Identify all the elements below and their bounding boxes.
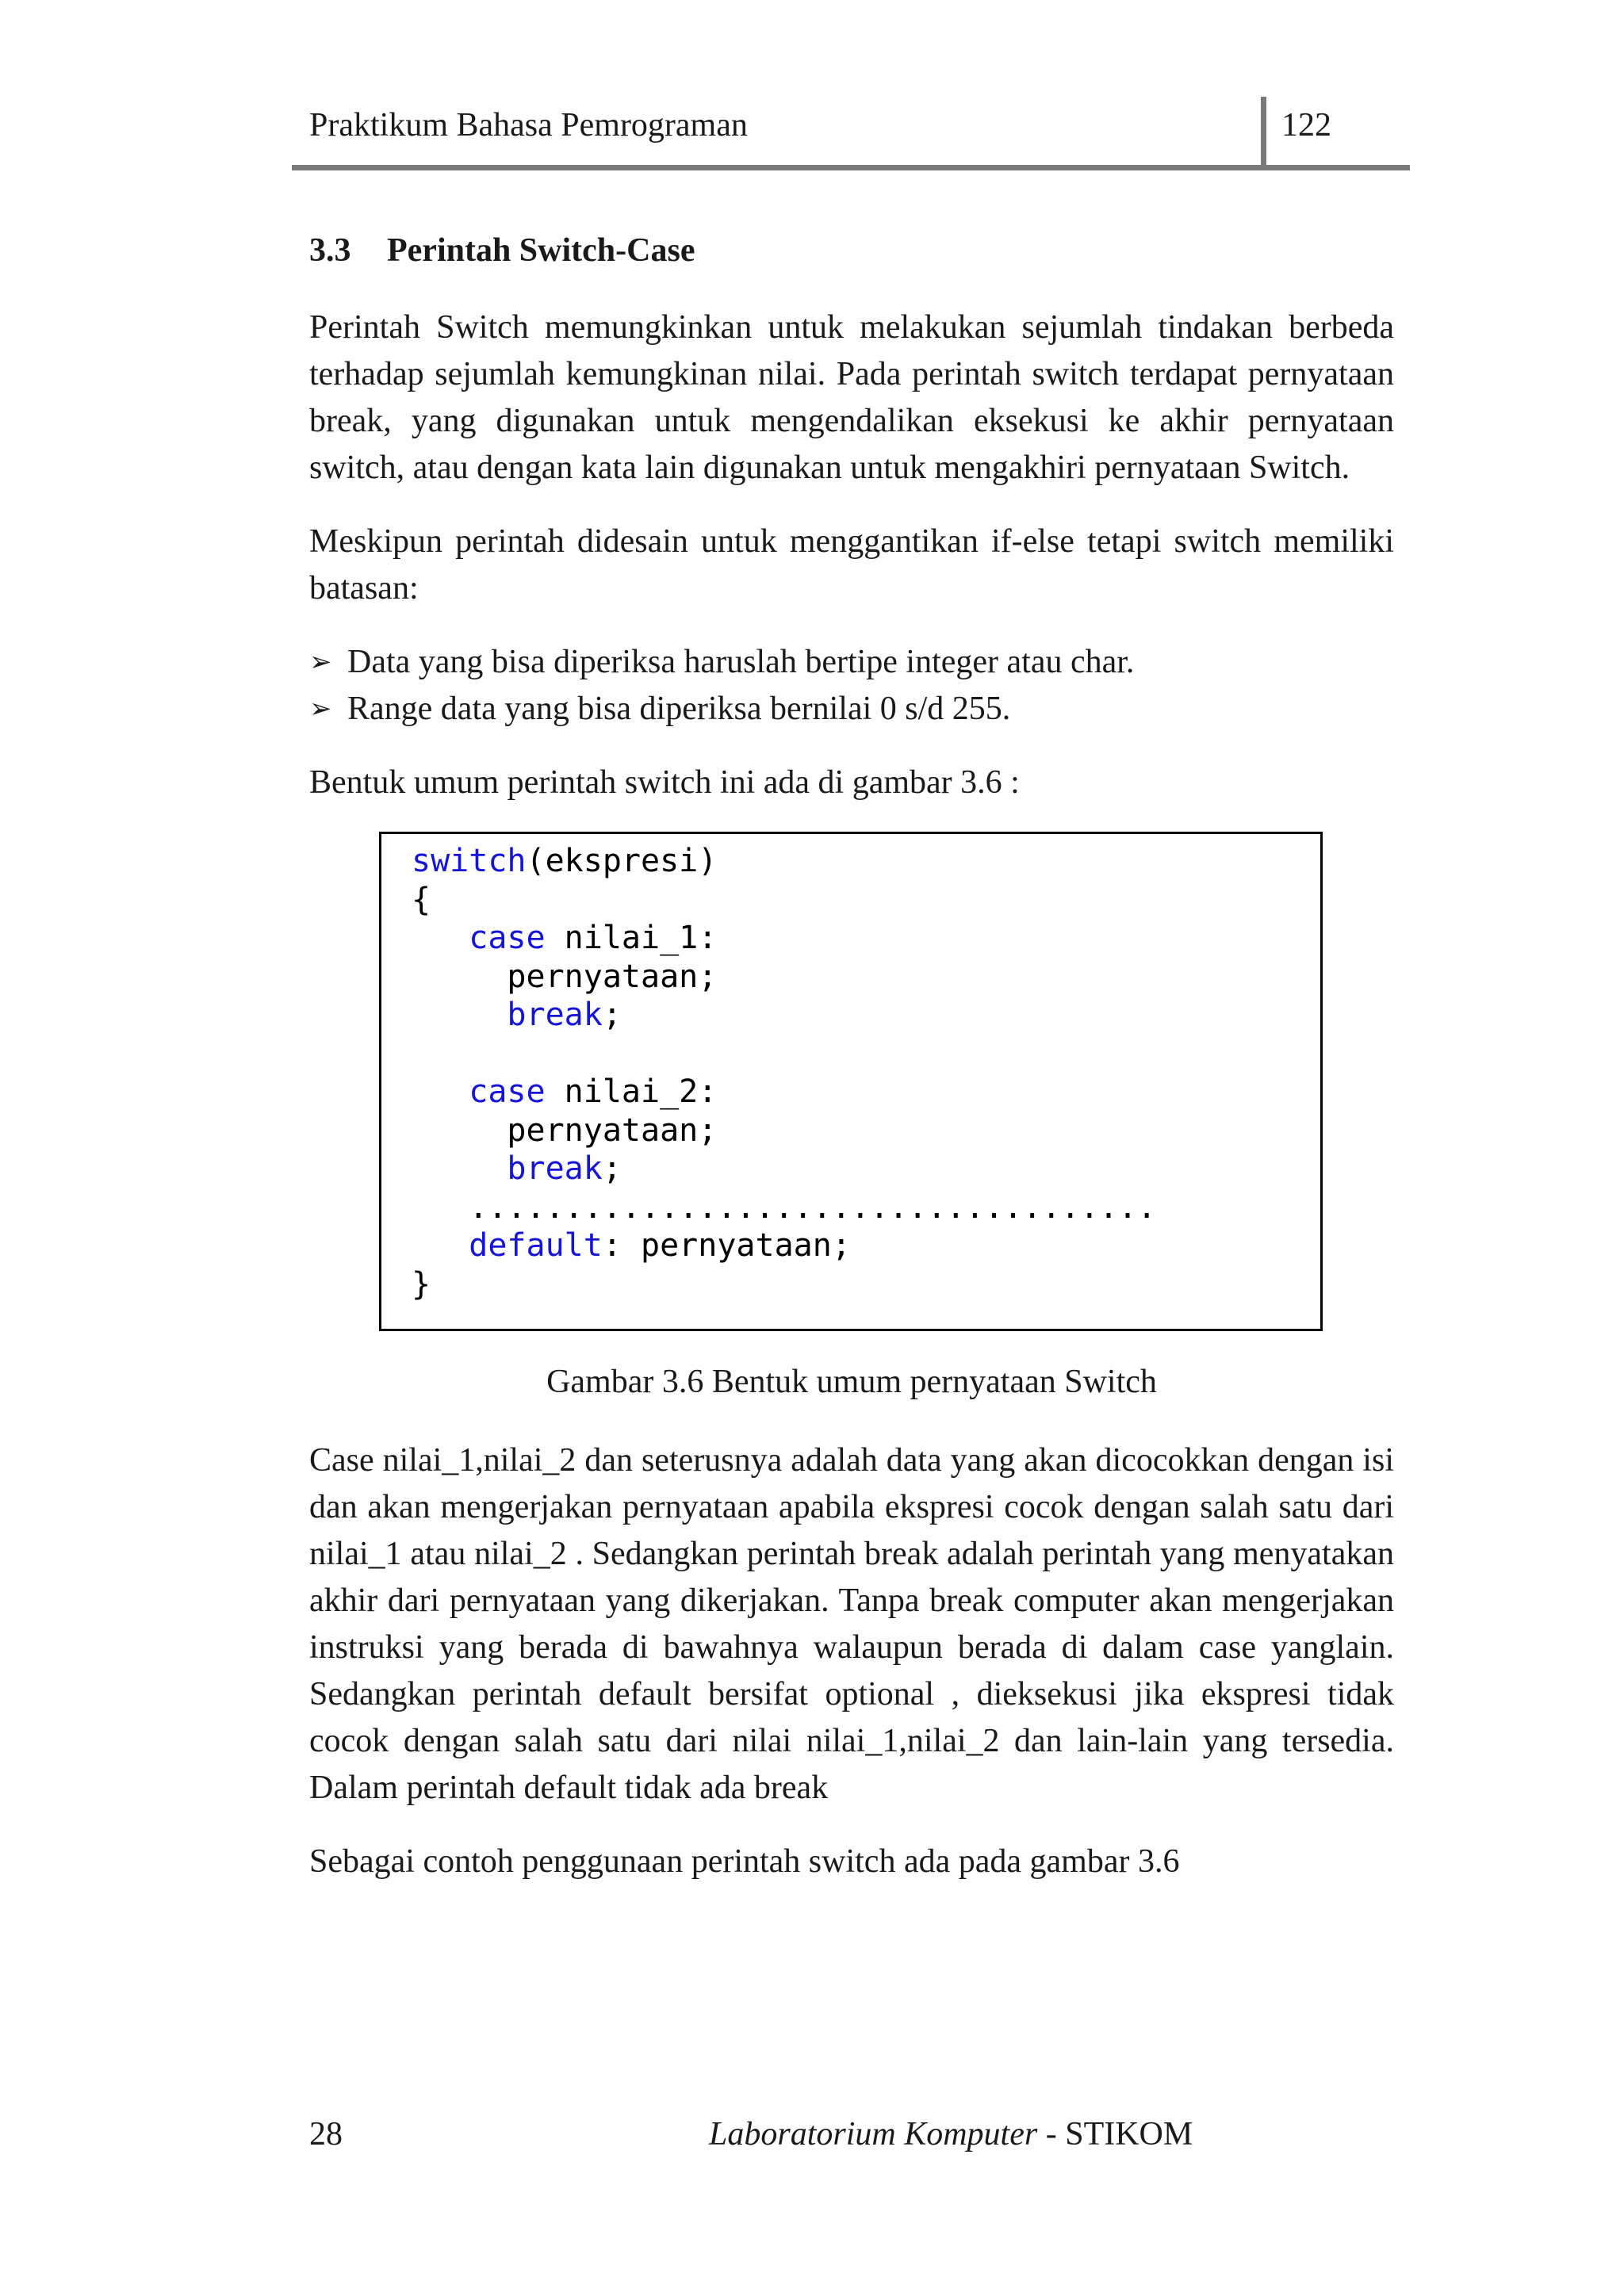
footer-lab-name: Laboratorium Komputer bbox=[709, 2116, 1038, 2152]
code-text: nilai_1: bbox=[545, 920, 718, 956]
footer-lab bbox=[709, 2115, 1193, 2153]
limitations-list bbox=[309, 639, 1394, 733]
code-text: nilai_2: bbox=[545, 1073, 718, 1110]
figure-caption: Gambar 3.6 Bentuk umum pernyataan Switch bbox=[546, 1364, 1157, 1400]
header-rule bbox=[292, 165, 1410, 170]
code-text: { bbox=[412, 881, 431, 918]
code-text: } bbox=[412, 1265, 431, 1303]
code-keyword: switch bbox=[412, 843, 527, 879]
paragraph-limitations: Meskipun perintah didesain untuk menggantikan if-else tetapi switch memiliki batasan: bbox=[309, 523, 1394, 607]
page-content bbox=[309, 232, 1394, 1912]
paragraph-explanation: Case nilai_1,nilai_2 dan seterusnya adalah data yang akan dicocokkan dengan isi dan akan mengerjakan pernyataan apabila ekspresi cocok dengan salah satu dari nilai_1 atau nilai_2 . Sedangkan perintah break adalah perintah yang menyatakan akhir dari pernyataan yang dikerjakan. Tanpa break computer akan mengerjakan instruksi yang berada di bawahnya walaupun berada di dalam case yanglain. Sedangkan perintah default bersifat optional , dieksekusi jika ekspresi tidak cocok dengan salah satu dari nilai nilai_1,nilai_2 dan lain-lain yang tersedia. Dalam perintah default tidak ada break bbox=[309, 1442, 1394, 1806]
code-text: ; bbox=[602, 1150, 622, 1187]
code-text: (ekspresi) bbox=[526, 843, 718, 879]
list-item bbox=[309, 639, 1394, 686]
paragraph-example: Sebagai contoh penggunaan perintah switch ada pada gambar 3.6 bbox=[309, 1843, 1180, 1880]
code-keyword: break bbox=[507, 1150, 603, 1187]
list-item-text: Data yang bisa diperiksa haruslah bertipe integer atau char. bbox=[347, 644, 1135, 680]
paragraph-intro: Perintah Switch memungkinkan untuk melakukan sejumlah tindakan berbeda terhadap sejumlah kemungkinan nilai. Pada perintah switch terdapat pernyataan break, yang digunakan untuk mengendalikan eksekusi ke akhir pernyataan switch, atau dengan kata lain digunakan untuk mengakhiri pernyataan Switch. bbox=[309, 309, 1394, 486]
list-item-text: Range data yang bisa diperiksa bernilai 0 s/d 255. bbox=[347, 691, 1011, 727]
code-text: ; bbox=[602, 997, 622, 1033]
header-divider bbox=[1261, 97, 1266, 165]
arrowhead-bullet-icon: ➢ bbox=[309, 693, 332, 725]
code-figure bbox=[379, 832, 1323, 1331]
page-header bbox=[292, 89, 1410, 168]
code-text: : pernyataan; bbox=[602, 1227, 851, 1264]
arrowhead-bullet-icon: ➢ bbox=[309, 646, 332, 678]
code-text: pernyataan; bbox=[507, 1112, 718, 1149]
paragraph-figure-intro: Bentuk umum perintah switch ini ada di gambar 3.6 : bbox=[309, 764, 1020, 801]
code-block bbox=[412, 842, 1320, 1303]
section-title: Perintah Switch-Case bbox=[387, 232, 695, 269]
footer-lab-org: - STIKOM bbox=[1037, 2116, 1193, 2152]
list-item bbox=[309, 686, 1394, 733]
code-keyword: default bbox=[469, 1227, 603, 1264]
section-heading bbox=[309, 232, 1394, 270]
code-text: pernyataan; bbox=[507, 958, 718, 995]
section-number: 3.3 bbox=[309, 232, 351, 269]
code-keyword: case bbox=[469, 1073, 546, 1110]
code-keyword: break bbox=[507, 997, 603, 1033]
code-keyword: case bbox=[469, 920, 546, 956]
header-page-number: 122 bbox=[1281, 107, 1331, 144]
running-title: Praktikum Bahasa Pemrograman bbox=[309, 107, 748, 144]
footer-page-number: 28 bbox=[309, 2116, 343, 2152]
code-text: .................................... bbox=[469, 1188, 1157, 1226]
